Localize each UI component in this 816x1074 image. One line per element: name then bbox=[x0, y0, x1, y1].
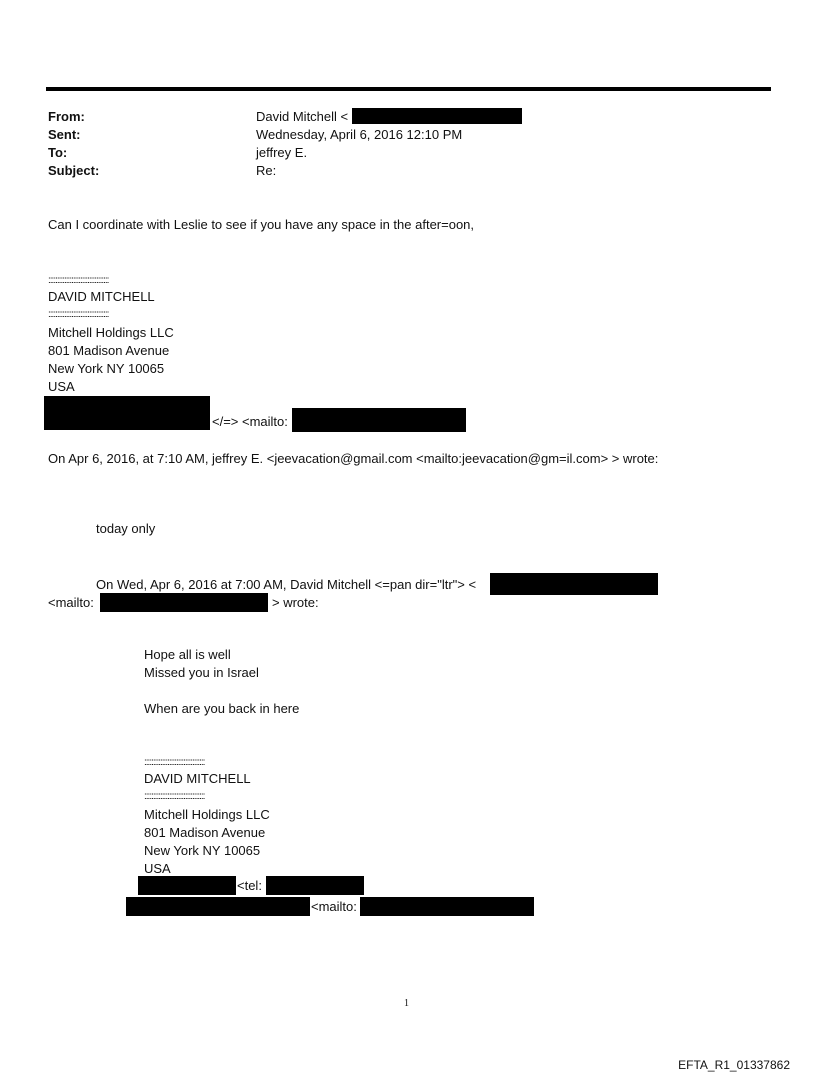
quote1-body: today only bbox=[96, 521, 156, 536]
redaction-from-email bbox=[352, 108, 522, 124]
page-number: 1 bbox=[404, 998, 409, 1009]
quote2-sig-company: Mitchell Holdings LLC bbox=[144, 807, 270, 822]
quote2-mailto: <mailto: bbox=[311, 899, 357, 914]
redaction-phone bbox=[44, 396, 210, 430]
redaction-quote2-phone bbox=[138, 876, 236, 895]
quote2-sig-dots-top: :::::::::::::::::::::::::::::::::: bbox=[144, 757, 205, 768]
signature-dots-top: :::::::::::::::::::::::::::::::::: bbox=[48, 275, 109, 286]
from-label: From: bbox=[48, 109, 85, 124]
quote1-header: On Apr 6, 2016, at 7:10 AM, jeffrey E. <jeevacation@gmail.com <mailto:jeevacation@gm=il.com> > wrote: bbox=[48, 451, 659, 466]
subject-label: Subject: bbox=[48, 163, 100, 178]
to-value: jeffrey E. bbox=[256, 145, 308, 160]
subject-value: Re: bbox=[256, 163, 277, 178]
quote2-header-mailto: <mailto: bbox=[48, 595, 94, 610]
signature-street: 801 Madison Avenue bbox=[48, 343, 170, 358]
quote2-line1: Hope all is well bbox=[144, 647, 231, 662]
document-id: EFTA_R1_01337862 bbox=[678, 1058, 790, 1072]
redaction-quote2-mailto bbox=[100, 593, 268, 612]
quote2-tel: <tel: bbox=[237, 878, 262, 893]
quote2-line2: Missed you in Israel bbox=[144, 665, 259, 680]
signature-city: New York NY 10065 bbox=[48, 361, 165, 376]
signature-mailto: </=> <mailto: bbox=[212, 414, 288, 429]
body-line: Can I coordinate with Leslie to see if you have any space in the after=oon, bbox=[48, 217, 475, 232]
quote2-sig-name: DAVID MITCHELL bbox=[144, 771, 251, 786]
from-value: David Mitchell < bbox=[256, 109, 349, 124]
redaction-mailto bbox=[292, 408, 466, 432]
signature-company: Mitchell Holdings LLC bbox=[48, 325, 174, 340]
signature-name: DAVID MITCHELL bbox=[48, 289, 155, 304]
quote2-sig-country: USA bbox=[144, 861, 171, 876]
sent-label: Sent: bbox=[48, 127, 81, 142]
header-rule bbox=[46, 87, 771, 91]
redaction-quote2-mailto2 bbox=[360, 897, 534, 916]
quote2-line3: When are you back in here bbox=[144, 701, 300, 716]
to-label: To: bbox=[48, 145, 68, 160]
signature-country: USA bbox=[48, 379, 75, 394]
quote2-header-line1: On Wed, Apr 6, 2016 at 7:00 AM, David Mitchell <=pan dir="ltr"> < bbox=[96, 577, 477, 592]
sent-value: Wednesday, April 6, 2016 12:10 PM bbox=[256, 127, 463, 142]
quote2-sig-street: 801 Madison Avenue bbox=[144, 825, 266, 840]
redaction-quote2-email bbox=[490, 573, 658, 595]
quote2-sig-dots-bottom: :::::::::::::::::::::::::::::::::: bbox=[144, 791, 205, 802]
redaction-quote2-email2 bbox=[126, 897, 310, 916]
redaction-quote2-tel bbox=[266, 876, 364, 895]
signature-dots-bottom: :::::::::::::::::::::::::::::::::: bbox=[48, 309, 109, 320]
quote2-header-wrote: > wrote: bbox=[272, 595, 319, 610]
quote2-sig-city: New York NY 10065 bbox=[144, 843, 261, 858]
